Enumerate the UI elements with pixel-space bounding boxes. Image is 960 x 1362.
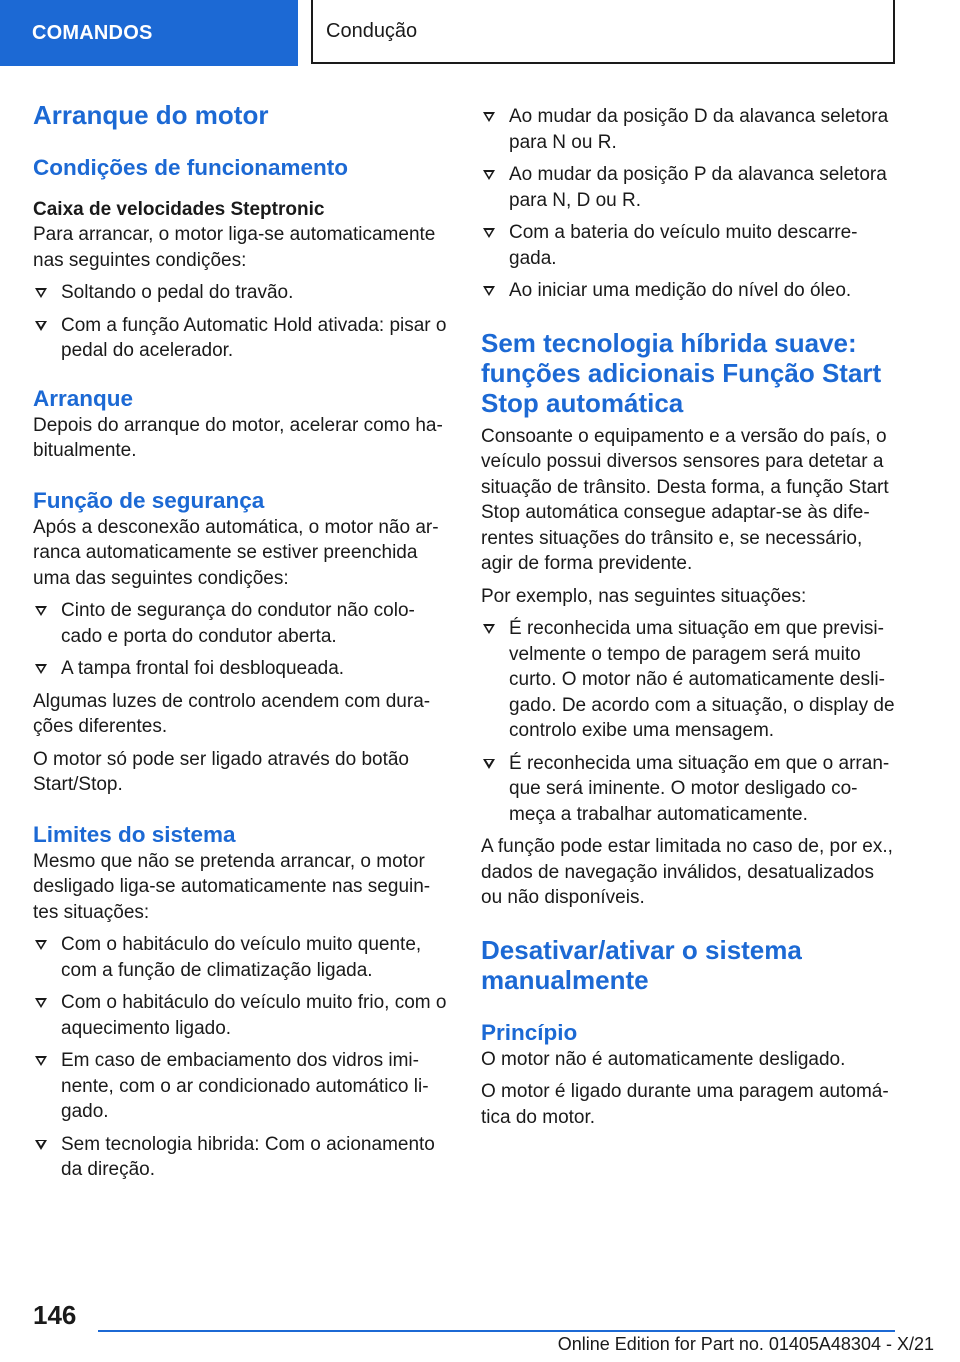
paragraph-exemplo: Por exemplo, nas seguintes situações:: [481, 585, 807, 607]
list-item: Ao mudar da posição P da alavanca seletora para N, D ou R.: [481, 162, 897, 213]
list-item: Sem tecnologia hibrida: Com o acionamento da direção.: [33, 1132, 449, 1183]
paragraph-arranque: Depois do arranque do motor, acelerar como ha-bitualmente.: [33, 414, 443, 461]
list-item: Com a bateria do veículo muito descarre-gada.: [481, 220, 897, 271]
paragraph-luzes: Algumas luzes de controlo acendem com dura-ções diferentes.: [33, 690, 431, 737]
list-top: [481, 104, 897, 304]
heading-seguranca: Função de segurança: [33, 487, 265, 513]
list-limites: [33, 932, 449, 1183]
triangle-bullet-icon: [35, 321, 47, 331]
heading-limites: Limites do sistema: [33, 821, 236, 847]
heading-arranque-do-motor: Arranque do motor: [33, 100, 269, 130]
list-item: Ao iniciar uma medição do nível do óleo.: [481, 278, 897, 304]
triangle-bullet-icon: [483, 170, 495, 180]
triangle-bullet-icon: [35, 998, 47, 1008]
paragraph-principio-2: O motor é ligado durante uma paragem automá-tica do motor.: [481, 1081, 889, 1128]
list-item: Com a função Automatic Hold ativada: pisar o pedal do acelerador.: [33, 313, 449, 364]
triangle-bullet-icon: [35, 606, 47, 616]
paragraph-startstop: O motor só pode ser ligado através do botão Start/Stop.: [33, 748, 410, 795]
page-header: [0, 0, 960, 66]
heading-principio: Princípio: [481, 1019, 578, 1045]
list-exemplo: [481, 616, 897, 827]
triangle-bullet-icon: [483, 759, 495, 769]
paragraph-limitada: A função pode estar limitada no caso de, por ex., dados de navegação inválidos, desatualizados ou não disponíveis.: [481, 836, 893, 908]
list-seguranca: [33, 598, 449, 682]
paragraph-steptronic: Para arrancar, o motor liga-se automaticamente nas seguintes condições:: [33, 224, 436, 271]
heading-arranque: Arranque: [33, 385, 134, 411]
triangle-bullet-icon: [35, 1140, 47, 1150]
heading-condicoes: Condições de funcionamento: [33, 155, 349, 180]
chapter-title: Condução: [311, 0, 895, 64]
list-item: É reconhecida uma situação em que previsi-velmente o tempo de paragem será muito curto. O motor não é automaticamente desli-gado. De acordo com a situação, o display de controlo exibe uma mensagem.: [481, 616, 897, 744]
triangle-bullet-icon: [483, 228, 495, 238]
triangle-bullet-icon: [35, 1056, 47, 1066]
list-item: Ao mudar da posição D da alavanca seletora para N ou R.: [481, 104, 897, 155]
footer-edition: Online Edition for Part no. 01405A48304 - X/21: [557, 1334, 934, 1354]
heading-steptronic: Caixa de velocidades Steptronic: [33, 199, 325, 220]
paragraph-limites: Mesmo que não se pretenda arrancar, o motor desligado liga-se automaticamente nas seguin-tes situações:: [33, 850, 431, 923]
heading-sem-tecnologia: Sem tecnologia híbrida suave: funções adicionais Função Start Stop automática: [481, 327, 882, 418]
right-column: [481, 100, 897, 1130]
list-item: Com o habitáculo do veículo muito frio, com o aquecimento ligado.: [33, 990, 449, 1041]
paragraph-principio-1: O motor não é automaticamente desligado.: [481, 1048, 846, 1070]
paragraph-consoante: Consoante o equipamento e a versão do país, o veículo possui diversos sensores para detetar a situação de trânsito. Desta forma, a função Start Stop automática consegue adaptar-se às dife-rentes situações do trânsito e, se necessário, agir de forma previdente.: [481, 425, 889, 574]
paragraph-seguranca: Após a desconexão automática, o motor não ar-ranca automaticamente se estiver preenchida uma das seguintes condições:: [33, 516, 439, 589]
page-number: 146: [33, 1300, 77, 1330]
list-item: Soltando o pedal do travão.: [33, 280, 449, 306]
list-steptronic: [33, 280, 449, 364]
list-item: Cinto de segurança do condutor não colo-cado e porta do condutor aberta.: [33, 598, 449, 649]
triangle-bullet-icon: [483, 286, 495, 296]
list-item: Em caso de embaciamento dos vidros imi-nente, com o ar condicionado automático li-gado.: [33, 1048, 449, 1125]
heading-desativar: Desativar/ativar o sistema manualmente: [481, 934, 802, 995]
triangle-bullet-icon: [35, 664, 47, 674]
triangle-bullet-icon: [483, 624, 495, 634]
list-item: Com o habitáculo do veículo muito quente, com a função de climatização ligada.: [33, 932, 449, 983]
footer-divider: [98, 1330, 895, 1332]
triangle-bullet-icon: [483, 112, 495, 122]
left-column: [33, 100, 449, 1183]
triangle-bullet-icon: [35, 288, 47, 298]
section-tab: COMANDOS: [0, 0, 298, 66]
triangle-bullet-icon: [35, 940, 47, 950]
list-item: É reconhecida uma situação em que o arran-que será iminente. O motor desligado co-meça a trabalhar automaticamente.: [481, 751, 897, 828]
list-item: A tampa frontal foi desbloqueada.: [33, 656, 449, 682]
